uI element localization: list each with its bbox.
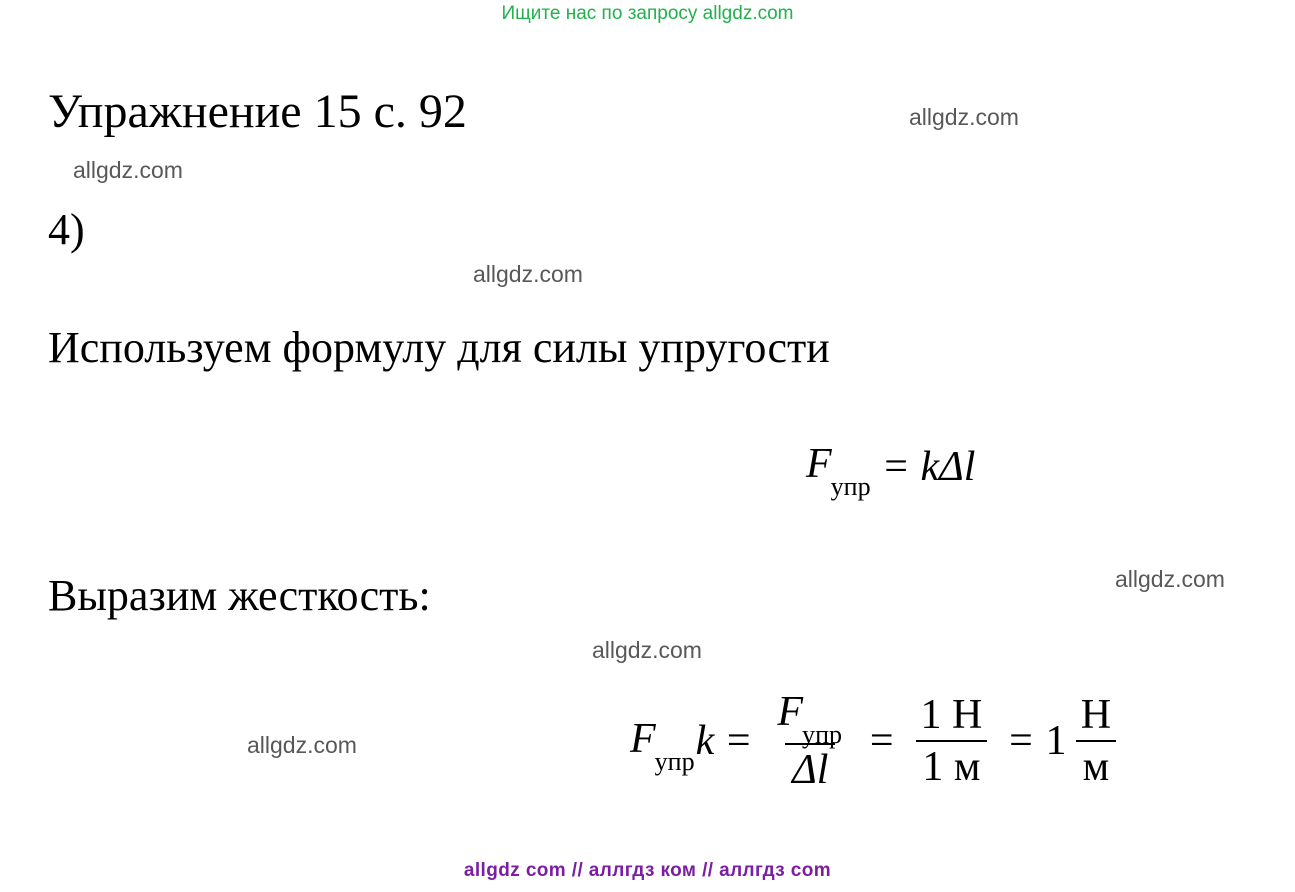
watermark-6: allgdz.com	[247, 732, 357, 758]
formula2-fraction-1-numerator	[771, 689, 850, 749]
formula2-result-fraction-numerator: Н	[1080, 691, 1112, 738]
formula2-result-number: 1	[1045, 718, 1067, 765]
formula2-fraction-1-denominator: Δl	[785, 743, 835, 793]
formula1-lhs-symbol: F	[806, 441, 832, 487]
watermark-top-banner: Ищите нас по запросу allgdz.com	[501, 3, 794, 24]
formula2-lead-symbol: F	[630, 715, 656, 762]
watermark-4: allgdz.com	[1115, 566, 1225, 592]
formula2-fraction-2-numerator: 1 Н	[920, 691, 983, 738]
formula1-lhs-subscript: упр	[830, 471, 871, 501]
formula-elastic-force	[806, 440, 976, 501]
formula2-equals-1: =	[726, 718, 751, 765]
formula2-fraction-1-numerator-subscript: упр	[802, 719, 843, 749]
formula2-fraction-2	[914, 693, 989, 791]
watermark-5: allgdz.com	[592, 637, 702, 663]
formula2-result-fraction-denominator: м	[1076, 740, 1116, 790]
formula2-result-fraction	[1074, 693, 1118, 791]
formula2-lead-subscript: упр	[654, 746, 695, 776]
text-line-express-stiffness: Выразим жесткость:	[48, 571, 431, 620]
watermark-1: allgdz.com	[909, 104, 1019, 130]
watermark-2: allgdz.com	[73, 157, 183, 183]
text-line-use-formula: Используем формулу для силы упругости	[48, 323, 830, 372]
formula2-fraction-2-denominator: 1 м	[916, 740, 988, 790]
watermark-bottom-banner: allgdz com // аллгдз ком // аллгдз com	[463, 860, 832, 881]
formula-stiffness	[630, 690, 1125, 793]
formula2-lead	[630, 715, 696, 776]
formula1-lhs	[806, 440, 872, 501]
watermark-3: allgdz.com	[473, 261, 583, 287]
formula2-fraction-1-numerator-symbol: F	[777, 689, 804, 735]
formula1-rhs: kΔl	[920, 443, 976, 490]
page-title: Упражнение 15 с. 92	[48, 85, 467, 138]
formula2-fraction-1	[771, 690, 850, 793]
formula2-variable: k	[695, 718, 715, 765]
item-number: 4)	[48, 205, 85, 254]
formula1-equals: =	[884, 443, 908, 490]
formula2-equals-2: =	[869, 718, 894, 765]
formula2-equals-3: =	[1009, 718, 1033, 765]
